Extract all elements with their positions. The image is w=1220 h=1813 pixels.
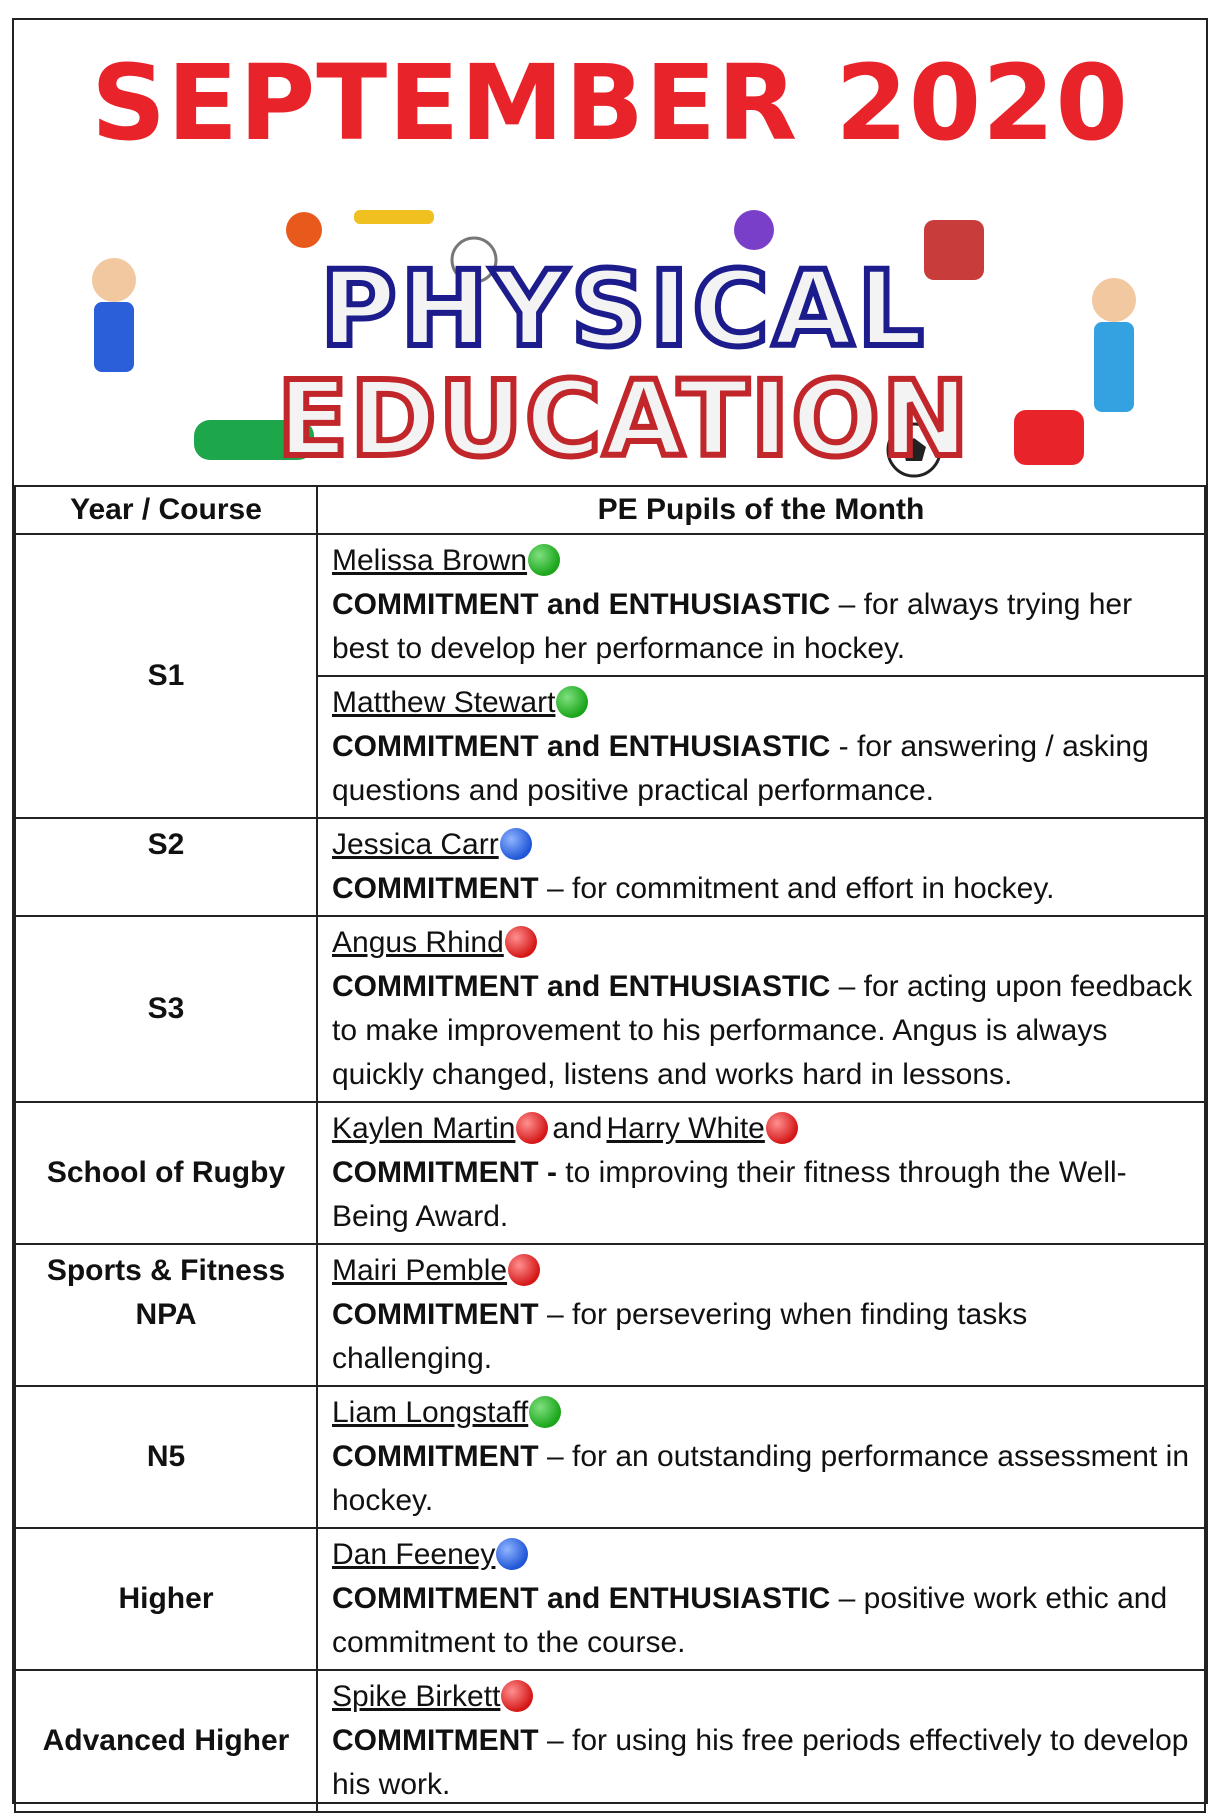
page-title: SEPTEMBER 2020: [91, 42, 1129, 164]
pupil-name-second: Harry White: [606, 1112, 765, 1145]
pupil-name: Kaylen Martin: [332, 1112, 516, 1145]
table-row: [15, 1102, 1205, 1244]
award-label: COMMITMENT and ENTHUSIASTIC: [332, 1582, 831, 1615]
red-dot-icon: [505, 926, 537, 958]
pupil-name: Jessica Carr: [332, 828, 499, 861]
red-dot-icon: [508, 1254, 540, 1286]
pupil-name: Liam Longstaff: [332, 1396, 529, 1429]
table-row: [15, 916, 1205, 1102]
year-cell: N5: [15, 1386, 317, 1528]
pupil-cell: [317, 1102, 1205, 1244]
table-row: [15, 1528, 1205, 1670]
table-header-row: [15, 486, 1205, 534]
pupil-name: Dan Feeney: [332, 1538, 496, 1571]
pupil-name: Mairi Pemble: [332, 1254, 508, 1287]
award-label: COMMITMENT: [332, 872, 539, 905]
blue-dot-icon: [496, 1538, 528, 1570]
table-row: [15, 1670, 1205, 1812]
pupil-name: Melissa Brown: [332, 544, 528, 577]
award-reason: – for using his free periods effectively to develop his work.: [332, 1724, 1189, 1801]
banner-line-physical: PHYSICAL: [320, 248, 928, 370]
year-cell: S3: [15, 916, 317, 1102]
pupil-name: Angus Rhind: [332, 926, 504, 959]
year-cell: Sports & Fitness NPA: [15, 1244, 317, 1386]
year-cell: S1: [15, 534, 317, 818]
year-cell: S2: [15, 818, 317, 916]
award-reason: – for persevering when finding tasks challenging.: [332, 1298, 1028, 1375]
pupil-cell: [317, 1244, 1205, 1386]
year-cell: Advanced Higher: [15, 1670, 317, 1812]
award-reason: – for always trying her best to develop her performance in hockey.: [332, 588, 1133, 665]
red-dot-icon: [516, 1112, 548, 1144]
award-label: COMMITMENT -: [332, 1156, 557, 1189]
pupil-cell: [317, 916, 1205, 1102]
blue-dot-icon: [500, 828, 532, 860]
table-row: [15, 534, 1205, 676]
table-row: [15, 1386, 1205, 1528]
pupil-cell: [317, 1528, 1205, 1670]
award-reason: to improving their fitness through the Well-Being Award.: [332, 1156, 1127, 1233]
award-label: COMMITMENT: [332, 1298, 539, 1331]
year-cell: School of Rugby: [15, 1102, 317, 1244]
table-row: [15, 818, 1205, 916]
pupil-name: Matthew Stewart: [332, 686, 556, 719]
physical-education-banner: [54, 190, 1174, 490]
pupil-cell: [317, 818, 1205, 916]
award-label: COMMITMENT: [332, 1440, 539, 1473]
header-pupils-of-month: PE Pupils of the Month: [317, 486, 1205, 534]
award-reason: – for acting upon feedback to make improvement to his performance. Angus is always quickly changed, listens and works hard in lessons.: [332, 970, 1193, 1091]
table-body: [15, 534, 1205, 1812]
award-label: COMMITMENT: [332, 1724, 539, 1757]
pupil-cell: [317, 676, 1205, 818]
pupil-cell: [317, 1670, 1205, 1812]
award-label: COMMITMENT and ENTHUSIASTIC: [332, 588, 831, 621]
banner-line-education: EDUCATION: [277, 358, 971, 480]
pupil-name: Spike Birkett: [332, 1680, 501, 1713]
red-dot-icon: [501, 1680, 533, 1712]
pupils-table: [14, 485, 1206, 1813]
award-reason: - for answering / asking questions and positive practical performance.: [332, 730, 1149, 807]
award-label: COMMITMENT and ENTHUSIASTIC: [332, 970, 831, 1003]
table-row: [15, 1244, 1205, 1386]
green-dot-icon: [529, 1396, 561, 1428]
award-reason: – for commitment and effort in hockey.: [538, 872, 1055, 905]
green-dot-icon: [528, 544, 560, 576]
red-dot-icon: [766, 1112, 798, 1144]
pupil-cell: [317, 1386, 1205, 1528]
pupil-cell: [317, 534, 1205, 676]
award-label: COMMITMENT and ENTHUSIASTIC: [332, 730, 831, 763]
header-year-course: Year / Course: [15, 486, 317, 534]
green-dot-icon: [556, 686, 588, 718]
year-cell: Higher: [15, 1528, 317, 1670]
conjunction: and: [552, 1112, 603, 1145]
poster: [12, 18, 1208, 1804]
award-reason: – for an outstanding performance assessment in hockey.: [332, 1440, 1190, 1517]
award-reason: – positive work ethic and commitment to the course.: [332, 1582, 1168, 1659]
